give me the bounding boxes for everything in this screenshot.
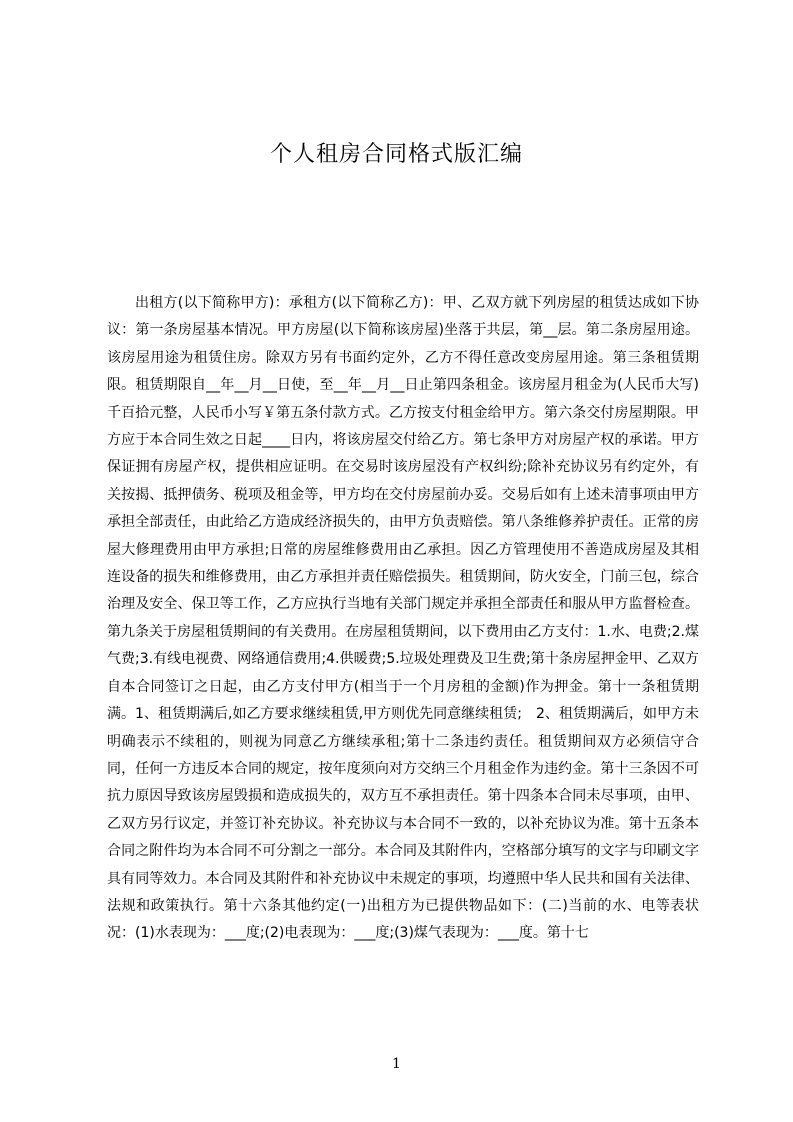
page-number: 1: [392, 1056, 401, 1072]
document-title: 个人租房合同格式版汇编: [269, 142, 523, 167]
contract-body-text: 出租方(以下简称甲方)：承租方(以下简称乙方)：甲、乙双方就下列房屋的租赁达成如下协议：第一条房屋基本情况。甲方房屋(以下简称该房屋)坐落于共层，第__层。第二条房屋用途。该房屋用途为租赁住房。除双方另有书面约定外，乙方不得任意改变房屋用途。第三条租赁期限。租赁期限自__年__月__日使，至__年__月__日止第四条租金。该房屋月租金为(人民币大写)千百拾元整，人民币小写￥第五条付款方式。乙方按支付租金给甲方。第六条交付房屋期限。甲方应于本合同生效之日起____日内，将该房屋交付给乙方。第七条甲方对房屋产权的承诺。甲方保证拥有房屋产权，提供相应证明。在交易时该房屋没有产权纠纷;除补充协议另有约定外，有关按揭、抵押债务、税项及租金等，甲方均在交付房屋前办妥。交易后如有上述未清事项由甲方承担全部责任，由此给乙方造成经济损失的，由甲方负责赔偿。第八条维修养护责任。正常的房屋大修理费用由甲方承担;日常的房屋维修费用由乙承担。因乙方管理使用不善造成房屋及其相连设备的损失和维修费用，由乙方承担并责任赔偿损失。租赁期间，防火安全，门前三包，综合治理及安全、保卫等工作，乙方应执行当地有关部门规定并承担全部责任和服从甲方监督检查。第九条关于房屋租赁期间的有关费用。在房屋租赁期间，以下费用由乙方支付：1.水、电费;2.煤气费;3.有线电视费、网络通信费用;4.供暖费;5.垃圾处理费及卫生费;第十条房屋押金甲、乙双方自本合同签订之日起，由乙方支付甲方(相当于一个月房租的金额)作为押金。第十一条租赁期满。1、租赁期满后,如乙方要求继续租赁,甲方则优先同意继续租赁; 2、租赁期满后，如甲方未明确表示不续租的，则视为同意乙方继续承租;第十二条违约责任。租赁期间双方必须信守合同，任何一方违反本合同的规定，按年度须向对方交纳三个月租金作为违约金。第十三条因不可抗力原因导致该房屋毁损和造成损失的，双方互不承担责任。第十四条本合同未尽事项，由甲、乙双方另行议定，并签订补充协议。补充协议与本合同不一致的，以补充协议为准。第十五条本合同之附件均为本合同不可分割之一部分。本合同及其附件内，空格部分填写的文字与印刷文字具有同等效力。本合同及其附件和补充协议中未规定的事项，均遵照中华人民共和国有关法律、法规和政策执行。第十六条其他约定(一)出租方为已提供物品如下：(二)当前的水、电等表状况：(1)水表现为：___度;(2)电表现为：___度;(3)煤气表现为：___度。第十七: [107, 295, 699, 942]
